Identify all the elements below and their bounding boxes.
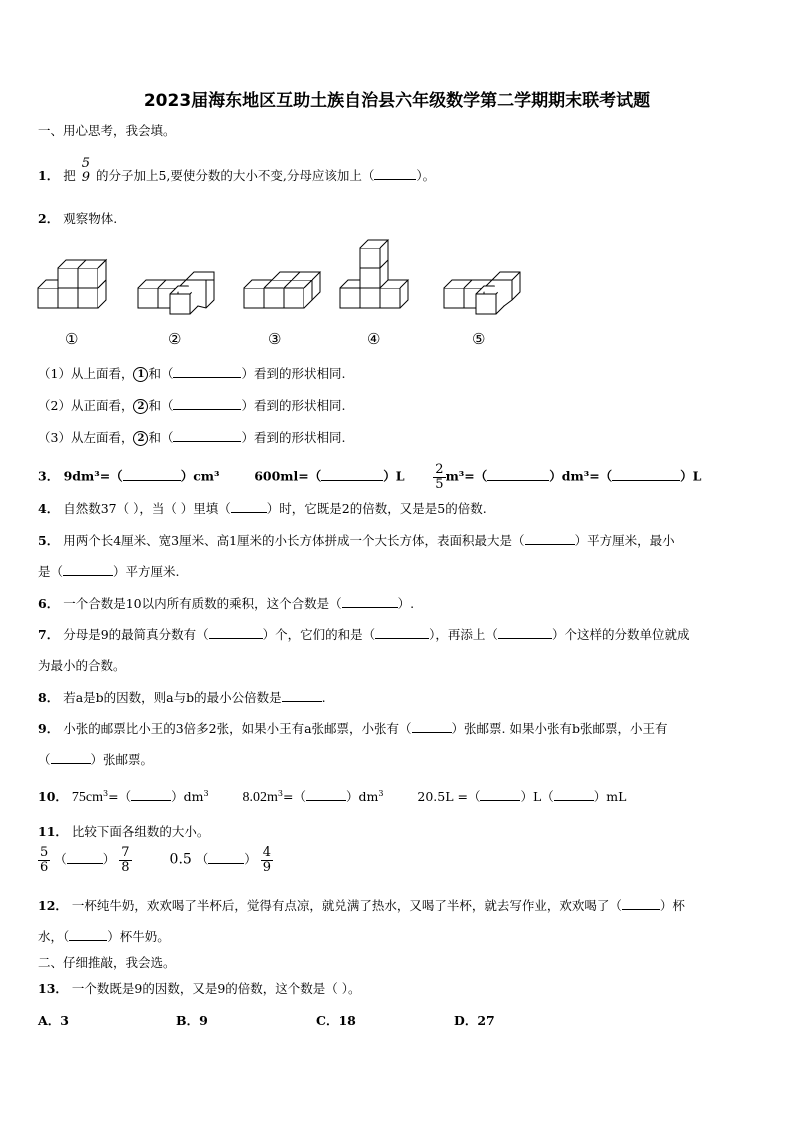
answer-blank[interactable]	[412, 720, 452, 733]
fraction-5-9: 5 9	[81, 156, 90, 185]
answer-blank[interactable]	[51, 751, 91, 764]
section-1-heading: 一、用心思考，我会填。	[38, 123, 176, 138]
question-7-cont: 为最小的合数。	[38, 658, 126, 673]
answer-blank[interactable]	[375, 626, 429, 639]
answer-blank[interactable]	[374, 167, 416, 180]
question-13-options	[38, 1011, 758, 1029]
answer-blank[interactable]	[131, 788, 171, 801]
answer-blank[interactable]	[173, 429, 241, 442]
question-2-part-2: （2）从正面看， 2 和（ ）看到的形状相同.	[38, 398, 346, 413]
figure-label-1: ①	[65, 330, 79, 348]
question-12-cont: 水，（ ）杯牛奶。	[38, 929, 170, 944]
fraction-7-8: $\frac{7}{8}$	[121, 845, 130, 875]
question-9-cont: （ ）张邮票。	[38, 752, 154, 767]
option-d[interactable]: D．27	[454, 1013, 495, 1028]
question-12: 12． 一杯纯牛奶，欢欢喝了半杯后，觉得有点凉，就兑满了热水，又喝了半杯，就去写作业，欢欢喝了（ ）杯	[38, 898, 685, 913]
answer-blank[interactable]	[554, 788, 594, 801]
answer-blank[interactable]	[525, 532, 575, 545]
question-4: 4． 自然数37（ ），当（ ）里填（ ）时，它既是2的倍数，又是是5的倍数.	[38, 501, 487, 516]
question-10: 10． $75cm^3=$（ ）$dm^3$ $8.02m^3=$（ ）$dm^3$ 20.5L =（ ）L（ ）mL	[38, 788, 627, 805]
question-9: 9． 小张的邮票比小王的3倍多2张，如果小王有a张邮票，小张有（ ）张邮票. 如果小张有b张邮票，小王有	[38, 721, 668, 736]
question-6: 6． 一个合数是10以内所有质数的乘积，这个合数是（ ）.	[38, 596, 415, 611]
question-2-part-3: （3）从左面看， 2 和（ ）看到的形状相同.	[38, 430, 346, 445]
question-2: 2． 观察物体.	[38, 211, 118, 226]
question-5: 5． 用两个长4厘米、宽3厘米、高1厘米的小长方体拼成一个大长方体，表面积最大是（ ）平方厘米，最小	[38, 533, 675, 548]
answer-blank[interactable]	[480, 788, 520, 801]
figure-label-5: ⑤	[472, 330, 486, 348]
circled-number: 2	[133, 431, 148, 446]
answer-blank[interactable]	[63, 563, 113, 576]
figure-label-2: ②	[168, 330, 182, 348]
answer-blank[interactable]	[622, 897, 660, 910]
section-2-heading: 二、仔细推敲，我会选。	[38, 955, 176, 970]
answer-blank[interactable]	[321, 468, 383, 481]
fraction-5-6: $\frac{5}{6}$	[40, 845, 49, 875]
figure-label-3: ③	[268, 330, 282, 348]
fraction-2-5: $\frac{2}{5}$	[435, 462, 444, 492]
option-c[interactable]: C．18	[316, 1013, 356, 1028]
question-13: 13． 一个数既是9的因数，又是9的倍数，这个数是（ ）。	[38, 981, 361, 996]
answer-blank[interactable]	[231, 500, 267, 513]
answer-blank[interactable]	[173, 397, 241, 410]
answer-blank[interactable]	[209, 626, 263, 639]
figure-2	[138, 272, 214, 314]
question-3: 3． 9dm³=（ ）cm³ 600ml=（ ）L $\frac{2}{5}$ m³=（ ）dm³=（ ）L	[38, 462, 702, 492]
question-1: 1． 把 5 9 的分子加上5,要使分数的大小不变,分母应该加上（ ）。	[38, 156, 436, 185]
figure-5	[444, 272, 520, 314]
fraction-4-9: $\frac{4}{9}$	[262, 845, 272, 875]
answer-blank[interactable]	[306, 788, 346, 801]
answer-blank[interactable]	[208, 851, 244, 864]
circled-number: 1	[133, 367, 148, 382]
question-2-part-1: （1）从上面看， 1 和（ ）看到的形状相同.	[38, 366, 346, 381]
option-b[interactable]: B．9	[176, 1013, 208, 1028]
answer-blank[interactable]	[67, 851, 103, 864]
question-7: 7． 分母是9的最简真分数有（ ）个，它们的和是（ ），再添上（ ）个这样的分数单位就成	[38, 627, 690, 642]
figure-4	[340, 240, 408, 308]
answer-blank[interactable]	[498, 626, 552, 639]
figure-label-4: ④	[367, 330, 381, 348]
answer-blank[interactable]	[282, 689, 322, 702]
figure-1	[38, 260, 106, 308]
answer-blank[interactable]	[612, 468, 680, 481]
question-5-cont: 是（ ）平方厘米.	[38, 564, 180, 579]
exam-title: 2023届海东地区互助土族自治县六年级数学第二学期期末联考试题	[143, 91, 651, 111]
cube-figures	[0, 236, 794, 316]
answer-blank[interactable]	[487, 468, 549, 481]
question-11-comparisons: $\frac{5}{6}$ （ ） $\frac{7}{8}$ 0.5 （ ） $\frac{4}{9}$	[40, 845, 272, 875]
question-8: 8． 若a是b的因数，则a与b的最小公倍数是 .	[38, 690, 326, 705]
figure-3	[244, 272, 320, 308]
option-a[interactable]: A．3	[38, 1013, 69, 1028]
question-11: 11． 比较下面各组数的大小。	[38, 824, 210, 839]
answer-blank[interactable]	[69, 928, 107, 941]
answer-blank[interactable]	[123, 468, 181, 481]
circled-number: 2	[133, 399, 148, 414]
answer-blank[interactable]	[342, 595, 398, 608]
answer-blank[interactable]	[173, 365, 241, 378]
